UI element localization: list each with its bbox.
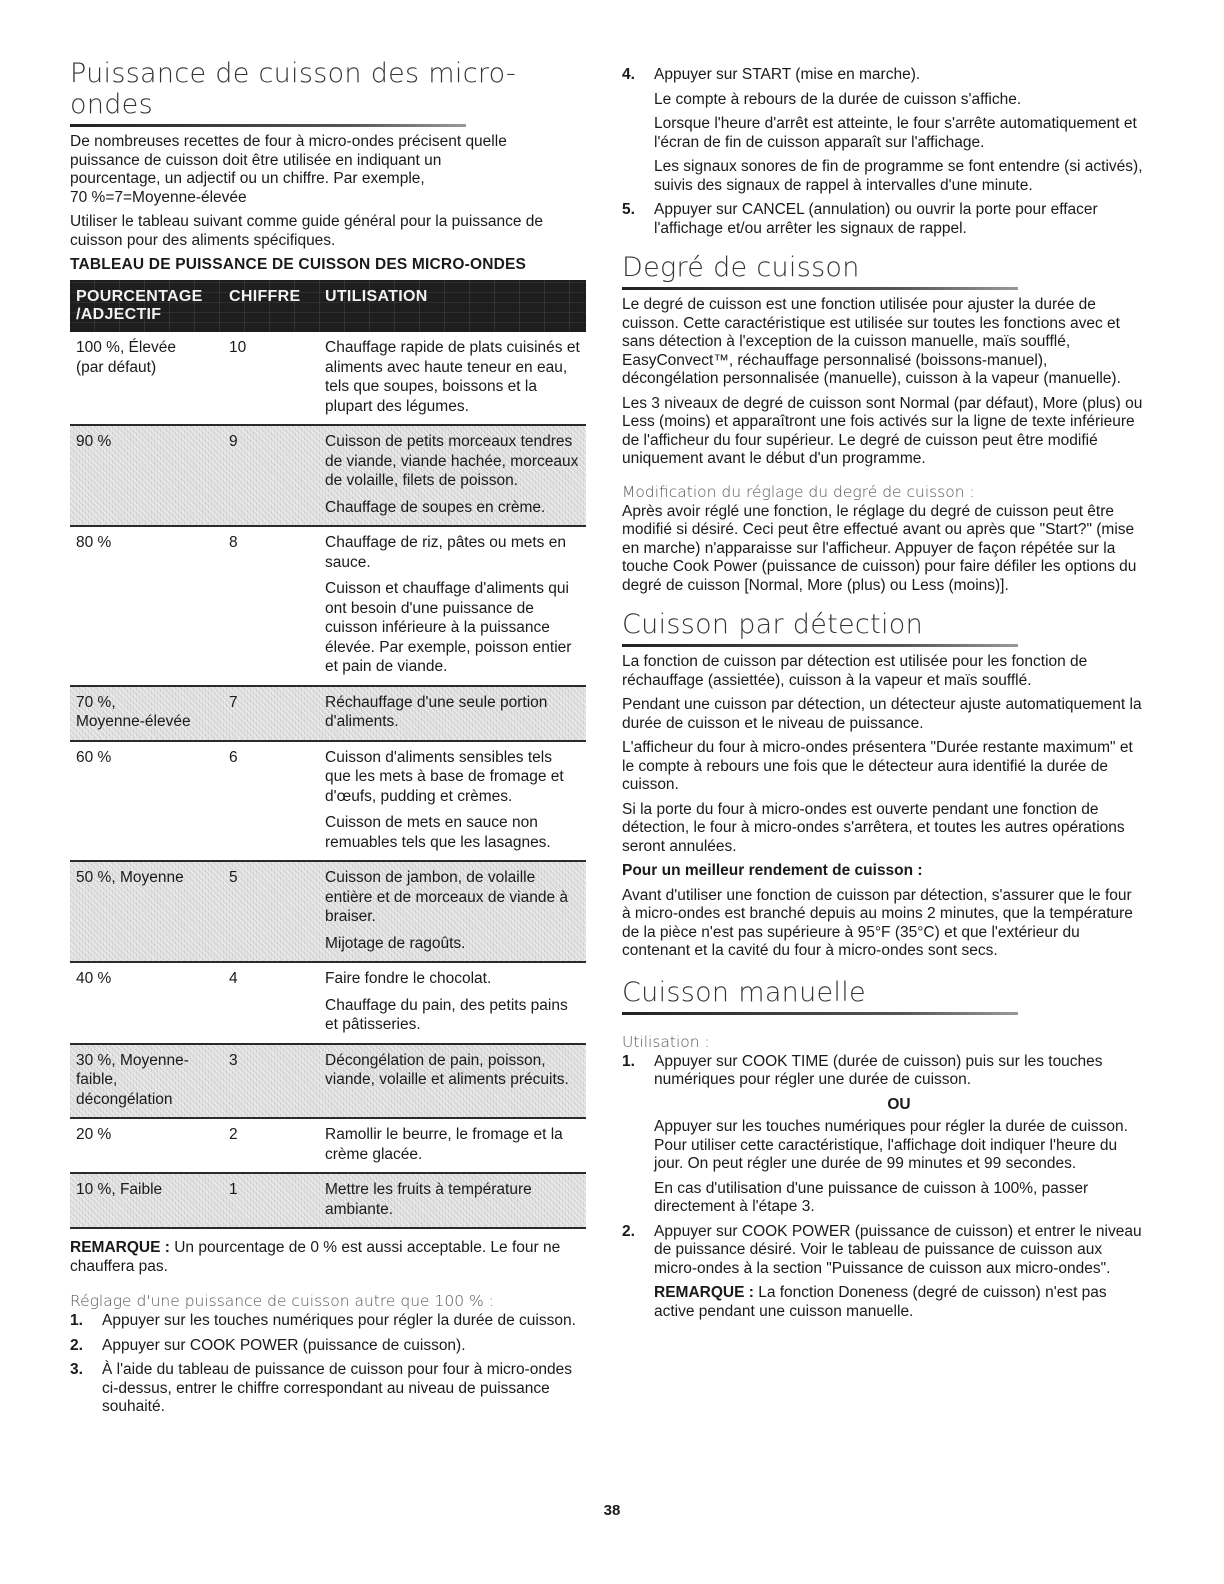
table-row — [70, 1173, 586, 1228]
step-text: Appuyer sur les touches numériques pour régler la durée de cuisson. Pour utiliser cette caractéristique, l'affichage doit indiquer l'heure du jour. On peut régler une durée de 99 minutes et 99 secondes. — [654, 1118, 1128, 1172]
cell-number: 8 — [229, 534, 238, 551]
table-row — [70, 1044, 586, 1119]
table-row — [70, 332, 586, 425]
intro-paragraph — [70, 133, 586, 207]
sensor-paragraph: La fonction de cuisson par détection est utilisée pour les fonction de réchauffage (assiettée), cuisson à la vapeur et maïs soufflé. — [622, 653, 1088, 689]
cell-percent — [70, 686, 223, 741]
percent-line: 50 %, Moyenne — [76, 869, 184, 886]
list-item — [622, 1223, 1144, 1322]
intro-line: 70 %=7=Moyenne-élevée — [70, 188, 247, 206]
use-line: Cuisson de petits morceaux tendres de viande, viande hachée, morceaux de volaille, filets de poisson. — [325, 433, 579, 489]
table-header-row — [70, 280, 586, 332]
percent-line: 40 % — [76, 970, 112, 987]
percent-line: 70 %, — [76, 693, 116, 711]
percent-line: 10 %, Faible — [76, 1181, 163, 1198]
percent-line: 20 % — [76, 1126, 112, 1143]
cell-percent — [70, 861, 223, 962]
step-text: Les signaux sonores de fin de programme se font entendre (si activés), suivis des signaux de rappel à intervalles d'une minute. — [654, 158, 1143, 194]
percent-line: 80 % — [76, 534, 112, 551]
percent-line: décongélation — [76, 1090, 173, 1108]
cell-number: 2 — [229, 1126, 238, 1143]
header-use: UTILISATION — [325, 288, 428, 305]
percent-line: Moyenne-élevée — [76, 713, 191, 730]
percent-line: 30 %, Moyenne- — [76, 1051, 189, 1069]
table-row — [70, 425, 586, 526]
table-row — [70, 686, 586, 741]
cell-use — [319, 962, 586, 1044]
subhead-power-setting: Réglage d'une puissance de cuisson autre que 100 % : — [70, 1292, 494, 1310]
cell-percent — [70, 425, 223, 526]
cell-use — [319, 1044, 586, 1119]
title-rule — [622, 644, 1018, 647]
cell-percent — [70, 1118, 223, 1173]
start-steps — [622, 66, 1144, 238]
left-column — [70, 58, 586, 1423]
list-item — [622, 201, 1144, 238]
table-row — [70, 526, 586, 686]
cell-percent — [70, 741, 223, 862]
step-text: Appuyer sur COOK TIME (durée de cuisson) puis sur les touches numériques pour régler une durée de cuisson. — [654, 1052, 1103, 1088]
table-row — [70, 1118, 586, 1173]
use-line: Cuisson d'aliments sensibles tels que les mets à base de fromage et d'œufs, pudding et crèmes. — [325, 748, 564, 805]
sensor-paragraph: Avant d'utiliser une fonction de cuisson par détection, s'assurer que le four à micro-ondes est branché depuis au moins 2 minutes, que la température de la pièce n'est pas supérieure à 95°F (35°C) et que l'extérieur du contenant et la cavité du four à micro-ondes sont secs. — [622, 886, 1133, 959]
sensor-paragraph: Pendant une cuisson par détection, un détecteur ajuste automatiquement la durée de cuisson et le niveau de puissance. — [622, 696, 1142, 732]
step-text: Appuyer sur COOK POWER (puissance de cuisson). — [102, 1336, 466, 1354]
intro-line: puissance de cuisson doit être utilisée en indiquant un — [70, 151, 442, 169]
step-number: 1. — [622, 1052, 635, 1070]
use-line: Chauffage de soupes en crème. — [325, 498, 546, 516]
cell-percent — [70, 332, 223, 425]
doneness-paragraph: Les 3 niveaux de degré de cuisson sont Normal (par défaut), More (plus) ou Less (moins) et apparaîtront une fois activés sur la ligne de texte inférieure de l'afficheur du four supérieur. Le degré de cuisson peut être modifié uniquement avant le début d'un programme. — [622, 394, 1143, 467]
sensor-bold-heading: Pour un meilleur rendement de cuisson : — [622, 862, 923, 879]
subhead-manual-use: Utilisation : — [622, 1032, 710, 1051]
step-text: Lorsque l'heure d'arrêt est atteinte, le four s'arrête automatiquement et l'écran de fin de cuisson apparaît sur l'affichage. — [654, 115, 1137, 151]
cell-use — [319, 1118, 586, 1173]
percent-line: 60 % — [76, 748, 112, 766]
cell-number: 10 — [229, 339, 247, 356]
step-text: Appuyer sur START (mise en marche). — [654, 66, 921, 83]
use-line: Cuisson de mets en sauce non remuables tels que les lasagnes. — [325, 814, 551, 851]
cell-percent — [70, 962, 223, 1044]
note-text: La fonction Doneness (degré de cuisson) n'est pas active pendant une cuisson manuelle. — [654, 1284, 1107, 1320]
cell-number: 6 — [229, 748, 238, 766]
cell-number: 5 — [229, 869, 238, 886]
cell-percent — [70, 1173, 223, 1228]
use-line: Chauffage du pain, des petits pains et pâtisseries. — [325, 996, 568, 1033]
use-line: Réchauffage d'une seule portion d'aliments. — [325, 693, 548, 730]
intro-line: De nombreuses recettes de four à micro-ondes précisent quelle — [70, 133, 507, 150]
cell-use — [319, 526, 586, 686]
use-line: Cuisson et chauffage d'aliments qui ont besoin d'une puissance de cuisson inférieure à la puissance élevée. Par exemple, poisson entier et pain de viande. — [325, 580, 572, 675]
list-item — [70, 1337, 586, 1356]
step-text: Appuyer sur CANCEL (annulation) ou ouvrir la porte pour effacer l'affichage et/ou arrêter les signaux de rappel. — [654, 201, 1098, 237]
step-number: 2. — [70, 1336, 83, 1354]
section-title-manual: Cuisson manuelle — [622, 976, 866, 1008]
note-text: Un pourcentage de 0 % est aussi acceptable. Le four ne chauffera pas. — [70, 1239, 561, 1275]
cell-use — [319, 425, 586, 526]
manual-steps — [622, 1053, 1144, 1322]
step-number: 4. — [622, 66, 635, 83]
intro-paragraph-2: Utiliser le tableau suivant comme guide général pour la puissance de cuisson pour des aliments spécifiques. — [70, 213, 544, 249]
right-column — [622, 66, 1144, 1327]
note-label: REMARQUE : — [654, 1284, 754, 1301]
section-title-power: Puissance de cuisson des micro-ondes — [70, 58, 517, 120]
step-number: 3. — [70, 1361, 83, 1378]
title-rule — [622, 287, 1018, 290]
list-item — [70, 1312, 586, 1331]
intro-line: pourcentage, un adjectif ou un chiffre. Par exemple, — [70, 170, 425, 187]
percent-line: 90 % — [76, 433, 112, 450]
or-label: OU — [887, 1095, 911, 1113]
cell-number: 9 — [229, 433, 238, 450]
step-text: Appuyer sur COOK POWER (puissance de cuisson) et entrer le niveau de puissance désiré. Voir le tableau de puissance de cuisson aux micro-ondes à la section "Puissance de cuisson aux micro-ondes". — [654, 1222, 1142, 1277]
doneness-paragraph: Le degré de cuisson est une fonction utilisée pour ajuster la durée de cuisson. Cette caractéristique est utilisée sur toutes les fonctions avec et sans détection à l'exception de la cuisson manuelle, maïs soufflé, EasyConvect™, réchauffage personnalisé (boissons-manuel), décongélation personnalisée (manuelle), cuisson à la vapeur (manuelle). — [622, 296, 1121, 387]
sensor-paragraph: L'afficheur du four à micro-ondes présentera "Durée restante maximum" et le compte à rebours une fois que le détecteur aura identifié la durée de cuisson. — [622, 739, 1133, 793]
percent-line: faible, — [76, 1071, 118, 1088]
list-item — [622, 1053, 1144, 1217]
section-title-doneness: Degré de cuisson — [622, 252, 860, 283]
cell-use — [319, 332, 586, 425]
use-line: Chauffage de riz, pâtes ou mets en sauce. — [325, 534, 566, 571]
list-item — [622, 66, 1144, 195]
header-number: CHIFFRE — [229, 288, 301, 305]
step-text: Le compte à rebours de la durée de cuisson s'affiche. — [654, 90, 1022, 108]
table-note — [70, 1239, 586, 1276]
use-line: Mettre les fruits à température ambiante. — [325, 1181, 532, 1218]
step-number: 2. — [622, 1222, 635, 1240]
step-number: 1. — [70, 1312, 83, 1329]
use-line: Mijotage de ragoûts. — [325, 934, 466, 952]
cell-percent — [70, 1044, 223, 1119]
power-table — [70, 280, 586, 1229]
page-number: 38 — [603, 1502, 621, 1519]
table-row — [70, 861, 586, 962]
table-title: TABLEAU DE PUISSANCE DE CUISSON DES MICRO-ONDES — [70, 256, 527, 273]
sensor-paragraph: Si la porte du four à micro-ondes est ouverte pendant une fonction de détection, le four à micro-ondes s'arrêtera, et toutes les autres opérations seront annulées. — [622, 800, 1125, 855]
step-text: En cas d'utilisation d'une puissance de cuisson à 100%, passer directement à l'étape 3. — [654, 1179, 1089, 1215]
cell-number: 4 — [229, 970, 238, 987]
table-row — [70, 741, 586, 862]
header-percent: POURCENTAGE /ADJECTIF — [76, 288, 203, 323]
list-item — [70, 1361, 586, 1417]
step-text: À l'aide du tableau de puissance de cuisson pour four à micro-ondes ci-dessus, entrer le chiffre correspondant au niveau de puissance souhaité. — [102, 1361, 572, 1415]
note-label: REMARQUE : — [70, 1239, 170, 1256]
doneness-paragraph: Après avoir réglé une fonction, le réglage du degré de cuisson peut être modifié si désiré. Ceci peut être effectué avant ou après que "Start?" (mise en marche) n'apparaisse sur l'afficheur. Appuyer de façon répétée sur la touche Cook Power (puissance de cuisson) pour faire défiler les options du degré de cuisson [Normal, More (plus) ou Less (moins)]. — [622, 502, 1137, 594]
cell-use — [319, 861, 586, 962]
cell-use — [319, 686, 586, 741]
use-line: Faire fondre le chocolat. — [325, 970, 492, 987]
subhead-doneness-change: Modification du réglage du degré de cuisson : — [622, 482, 975, 501]
cell-number: 7 — [229, 693, 238, 711]
title-rule — [622, 1012, 1018, 1015]
percent-line: (par défaut) — [76, 358, 157, 376]
cell-percent — [70, 526, 223, 686]
percent-line: 100 %, Élevée — [76, 339, 176, 356]
title-rule — [70, 124, 466, 127]
power-steps — [70, 1312, 586, 1417]
section-title-sensor: Cuisson par détection — [622, 609, 923, 640]
step-number: 5. — [622, 201, 635, 218]
cell-use — [319, 741, 586, 862]
cell-use — [319, 1173, 586, 1228]
table-row — [70, 962, 586, 1044]
step-text: Appuyer sur les touches numériques pour régler la durée de cuisson. — [102, 1312, 576, 1329]
use-line: Chauffage rapide de plats cuisinés et aliments avec haute teneur en eau, tels que soupes, boissons et la plupart des légumes. — [325, 339, 580, 415]
use-line: Décongélation de pain, poisson, viande, volaille et aliments précuits. — [325, 1051, 569, 1088]
cell-number: 1 — [229, 1181, 238, 1198]
step-note — [654, 1284, 1144, 1321]
use-line: Ramollir le beurre, le fromage et la crème glacée. — [325, 1126, 563, 1163]
use-line: Cuisson de jambon, de volaille entière et de morceaux de viande à braiser. — [325, 869, 568, 925]
cell-number: 3 — [229, 1051, 238, 1069]
